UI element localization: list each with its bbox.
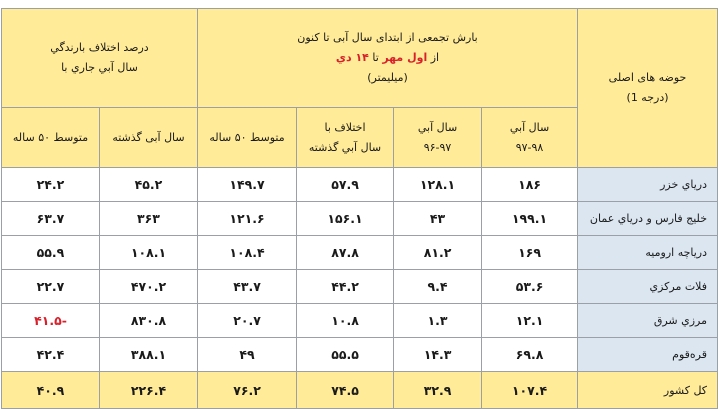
total-pct-prev: ۲۲۶.۴ [100, 372, 198, 409]
cell-pct-prev: ۴۵.۲ [100, 168, 198, 202]
col-pct-avg50-header: متوسط ۵۰ ساله [2, 108, 100, 168]
precip-to-label: تا [372, 51, 379, 64]
cell-pct-avg50: ۴۲.۴ [2, 338, 100, 372]
cell-avg50: ۴۹ [198, 338, 297, 372]
cell-avg50: ۴۳.۷ [198, 270, 297, 304]
percent-header-line2: سال آبي جاري با [61, 61, 138, 74]
cell-diff: ۵۵.۵ [297, 338, 394, 372]
col-previous-year-header [394, 108, 482, 168]
cell-previous: ۴۳ [394, 202, 482, 236]
cell-current: ۱۸۶ [482, 168, 578, 202]
cell-pct-prev: ۱۰۸.۱ [100, 236, 198, 270]
basin-name: مرزي شرق [578, 304, 718, 338]
table-row [2, 338, 718, 372]
cell-diff: ۱۵۶.۱ [297, 202, 394, 236]
table-row [2, 270, 718, 304]
basin-header [578, 9, 718, 168]
basin-name: فلات مركزي [578, 270, 718, 304]
table-row [2, 168, 718, 202]
precip-unit-label: (میلیمتر) [367, 71, 408, 84]
basin-name: خليج فارس و درياي عمان [578, 202, 718, 236]
col-current-year-range: ۹۷-۹۸ [515, 140, 544, 154]
precip-end-date: ۱۴ دي [335, 51, 369, 64]
cell-pct-avg50: ۶۳.۷ [2, 202, 100, 236]
basin-name: درياچه اروميه [578, 236, 718, 270]
precip-header-line2 [198, 48, 577, 68]
cell-previous: ۸۱.۲ [394, 236, 482, 270]
col-diff-label-1: اختلاف با [324, 120, 366, 134]
cell-current: ۵۳.۶ [482, 270, 578, 304]
precip-group-header [198, 9, 578, 108]
basin-header-subtitle: (درجه 1) [626, 91, 669, 104]
cell-previous: ۹.۴ [394, 270, 482, 304]
cell-pct-prev: ۴۷۰.۲ [100, 270, 198, 304]
total-current: ۱۰۷.۴ [482, 372, 578, 409]
total-row [2, 372, 718, 409]
total-label: كل كشور [578, 372, 718, 409]
cell-diff: ۸۷.۸ [297, 236, 394, 270]
cell-diff: ۱۰.۸ [297, 304, 394, 338]
col-current-year-header [482, 108, 578, 168]
total-avg50: ۷۶.۲ [198, 372, 297, 409]
table-row [2, 304, 718, 338]
col-current-year-label: سال آبي [509, 120, 550, 134]
table-row [2, 202, 718, 236]
basin-header-title: حوضه های اصلی [608, 71, 687, 84]
basin-name: درياي خزر [578, 168, 718, 202]
precip-header-line1: بارش تجمعی از ابتدای سال آبی تا کنون [297, 31, 478, 44]
cell-diff: ۵۷.۹ [297, 168, 394, 202]
precipitation-table [1, 8, 718, 409]
col-previous-year-range: ۹۶-۹۷ [423, 140, 452, 154]
cell-pct-avg50: ۲۲.۷ [2, 270, 100, 304]
cell-pct-prev: ۳۸۸.۱ [100, 338, 198, 372]
col-avg50-header: متوسط ۵۰ ساله [198, 108, 297, 168]
cell-pct-avg50-negative: -۴۱.۵ [2, 304, 100, 338]
percent-header-line1: درصد اختلاف بارندگي [50, 41, 149, 54]
col-diff-header [297, 108, 394, 168]
col-diff-label-2: سال آبي گذشته [308, 140, 382, 154]
table-row [2, 236, 718, 270]
total-pct-avg50: ۴۰.۹ [2, 372, 100, 409]
precip-from-label: از [430, 51, 440, 64]
cell-pct-prev: ۳۶۳ [100, 202, 198, 236]
cell-current: ۱۲.۱ [482, 304, 578, 338]
cell-current: ۶۹.۸ [482, 338, 578, 372]
total-previous: ۳۲.۹ [394, 372, 482, 409]
cell-previous: ۱۴.۳ [394, 338, 482, 372]
cell-avg50: ۱۴۹.۷ [198, 168, 297, 202]
percent-group-header [2, 9, 198, 108]
cell-current: ۱۶۹ [482, 236, 578, 270]
cell-avg50: ۲۰.۷ [198, 304, 297, 338]
cell-previous: ۱۲۸.۱ [394, 168, 482, 202]
cell-avg50: ۱۲۱.۶ [198, 202, 297, 236]
cell-avg50: ۱۰۸.۴ [198, 236, 297, 270]
total-diff: ۷۴.۵ [297, 372, 394, 409]
basin-name: قره‌قوم [578, 338, 718, 372]
cell-pct-prev: ۸۳۰.۸ [100, 304, 198, 338]
col-pct-prev-header: سال آبی گذشته [100, 108, 198, 168]
cell-diff: ۴۴.۲ [297, 270, 394, 304]
col-previous-year-label: سال آبي [417, 120, 458, 134]
cell-previous: ۱.۳ [394, 304, 482, 338]
cell-current: ۱۹۹.۱ [482, 202, 578, 236]
cell-pct-avg50: ۵۵.۹ [2, 236, 100, 270]
cell-pct-avg50: ۲۴.۲ [2, 168, 100, 202]
precip-start-date: اول مهر [382, 51, 428, 64]
